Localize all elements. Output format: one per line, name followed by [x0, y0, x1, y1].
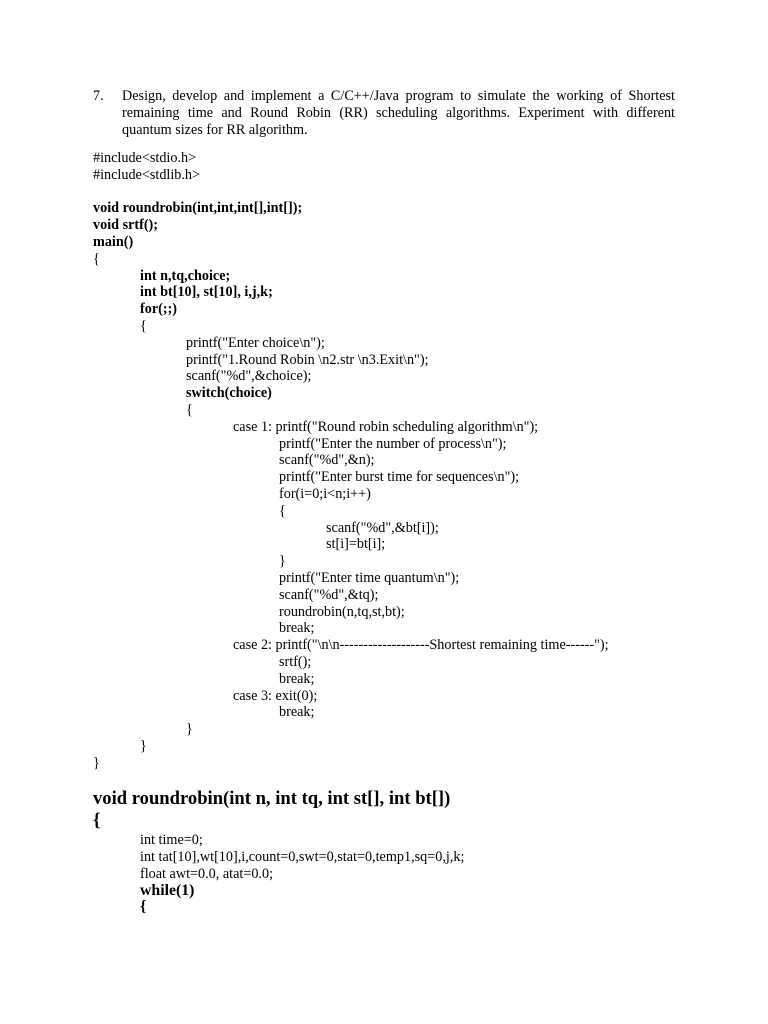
code-line-c1-break: break; — [279, 620, 315, 637]
code-line-case3: case 3: exit(0); — [233, 687, 318, 704]
code-line-rr-vars: int tat[10],wt[10],i,count=0,swt=0,stat=0,temp1,sq=0,j,k; — [140, 849, 465, 866]
code-line-rr-while-open: { — [140, 898, 147, 916]
code-line-c2-break: break; — [279, 670, 315, 687]
code-line-c1-printf-num: printf("Enter the number of process\n"); — [279, 435, 507, 452]
code-line-for: for(;;) — [140, 301, 178, 318]
code-line-rr-while: while(1) — [140, 881, 195, 899]
code-line-rr-def: void roundrobin(int n, int tq, int st[], int bt[]) — [93, 788, 451, 810]
code-line-c1-scanf-tq: scanf("%d",&tq); — [279, 586, 379, 603]
code-line-close-main: } — [93, 754, 100, 771]
code-line-close-switch: } — [186, 721, 193, 738]
code-line-c1-call-rr: roundrobin(n,tq,st,bt); — [279, 603, 405, 620]
code-line-c1-scanf-bt: scanf("%d",&bt[i]); — [326, 519, 439, 536]
code-listing — [93, 150, 713, 916]
code-line-include-stdlib: #include<stdlib.h> — [93, 166, 201, 183]
code-line-open-switch: { — [186, 401, 193, 418]
code-line-open-main: { — [93, 250, 100, 267]
blank-line — [93, 184, 713, 201]
code-line-scanf-choice: scanf("%d",&choice); — [186, 368, 312, 385]
code-line-decl-roundrobin: void roundrobin(int,int,int[],int[]); — [93, 200, 303, 217]
code-line-close-for: } — [140, 737, 147, 754]
code-line-c3-break: break; — [279, 704, 315, 721]
question-number: 7. — [93, 88, 104, 104]
question-block — [93, 88, 675, 139]
code-line-var-decl-1: int n,tq,choice; — [140, 267, 231, 284]
code-line-var-decl-2: int bt[10], st[10], i,j,k; — [140, 284, 273, 301]
code-line-main: main() — [93, 233, 134, 250]
code-line-case2: case 2: printf("\n\n-------------------Shortest remaining time------"); — [233, 637, 609, 654]
question-text: Design, develop and implement a C/C++/Java program to simulate the working of Shortest remaining time and Round Robin (RR) scheduling algorithms. Experiment with different quantum sizes for RR algorithm. — [122, 88, 675, 138]
code-line-switch: switch(choice) — [186, 385, 272, 402]
code-line-c1-printf-tq: printf("Enter time quantum\n"); — [279, 569, 460, 586]
code-line-c1-scanf-n: scanf("%d",&n); — [279, 452, 375, 469]
code-line-rr-open: { — [93, 810, 101, 832]
code-line-case1: case 1: printf("Round robin scheduling algorithm\n"); — [233, 418, 539, 435]
code-line-printf-menu: printf("1.Round Robin \n2.str \n3.Exit\n"); — [186, 351, 429, 368]
code-line-c1-close-for: } — [279, 553, 286, 570]
code-line-rr-time: int time=0; — [140, 832, 203, 849]
code-line-include-stdio: #include<stdio.h> — [93, 150, 197, 166]
code-line-decl-srtf: void srtf(); — [93, 217, 159, 234]
code-line-c1-for: for(i=0;i<n;i++) — [279, 485, 371, 502]
code-line-rr-floats: float awt=0.0, atat=0.0; — [140, 865, 274, 882]
blank-line — [93, 771, 713, 788]
code-line-c1-open-for: { — [279, 502, 286, 519]
code-line-c1-st-assign: st[i]=bt[i]; — [326, 536, 386, 553]
code-line-open-for: { — [140, 317, 147, 334]
code-line-printf-choice: printf("Enter choice\n"); — [186, 334, 325, 351]
code-line-c1-printf-burst: printf("Enter burst time for sequences\n"); — [279, 469, 520, 486]
code-line-c2-call-srtf: srtf(); — [279, 653, 312, 670]
